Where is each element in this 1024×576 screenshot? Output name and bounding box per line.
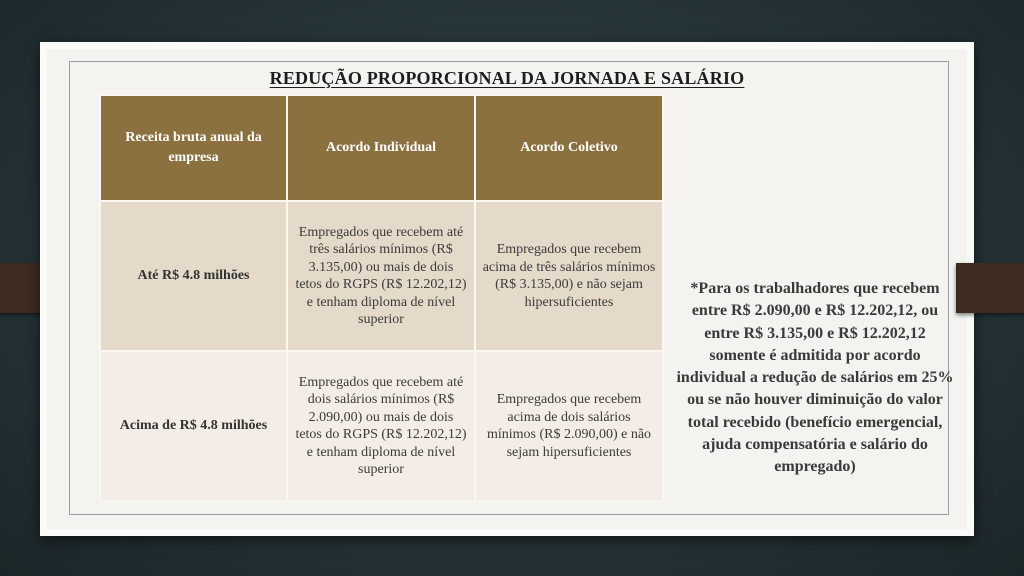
header-receita: Receita bruta anual da empresa (100, 95, 287, 201)
header-acordo-coletivo: Acordo Coletivo (475, 95, 663, 201)
right-decorative-tab (956, 263, 1024, 313)
cell-individual: Empregados que recebem até três salários mínimos (R$ 3.135,00) ou mais de dois tetos do RGPS (R$ 12.202,12) e tenham diploma de nível superior (287, 201, 475, 351)
footnote-text: *Para os trabalhadores que recebem entre R$ 2.090,00 e R$ 12.202,12, ou entre R$ 3.135,00 e R$ 12.202,12 somente é admitida por acordo individual a redução de salários em 25% ou se não houver diminuição do valor total recebido (benefício emergencial, ajuda compensatória e salário do empregado) (676, 280, 954, 476)
comparison-table (99, 94, 664, 502)
row-label: Acima de R$ 4.8 milhões (100, 351, 287, 501)
cell-coletivo: Empregados que recebem acima de três salários mínimos (R$ 3.135,00) e não sejam hipersuficientes (475, 201, 663, 351)
cell-individual: Empregados que recebem até dois salários mínimos (R$ 2.090,00) ou mais de dois tetos do RGPS (R$ 12.202,12) e tenham diploma de nível superior (287, 351, 475, 501)
table-row (100, 201, 663, 351)
slide-card (40, 42, 974, 536)
table-row (100, 351, 663, 501)
table-header-row (100, 95, 663, 201)
cell-coletivo: Empregados que recebem acima de dois salários mínimos (R$ 2.090,00) e não sejam hipersuficientes (475, 351, 663, 501)
header-acordo-individual: Acordo Individual (287, 95, 475, 201)
slide-title: REDUÇÃO PROPORCIONAL DA JORNADA E SALÁRIO (269, 68, 745, 88)
row-label: Até R$ 4.8 milhões (100, 201, 287, 351)
